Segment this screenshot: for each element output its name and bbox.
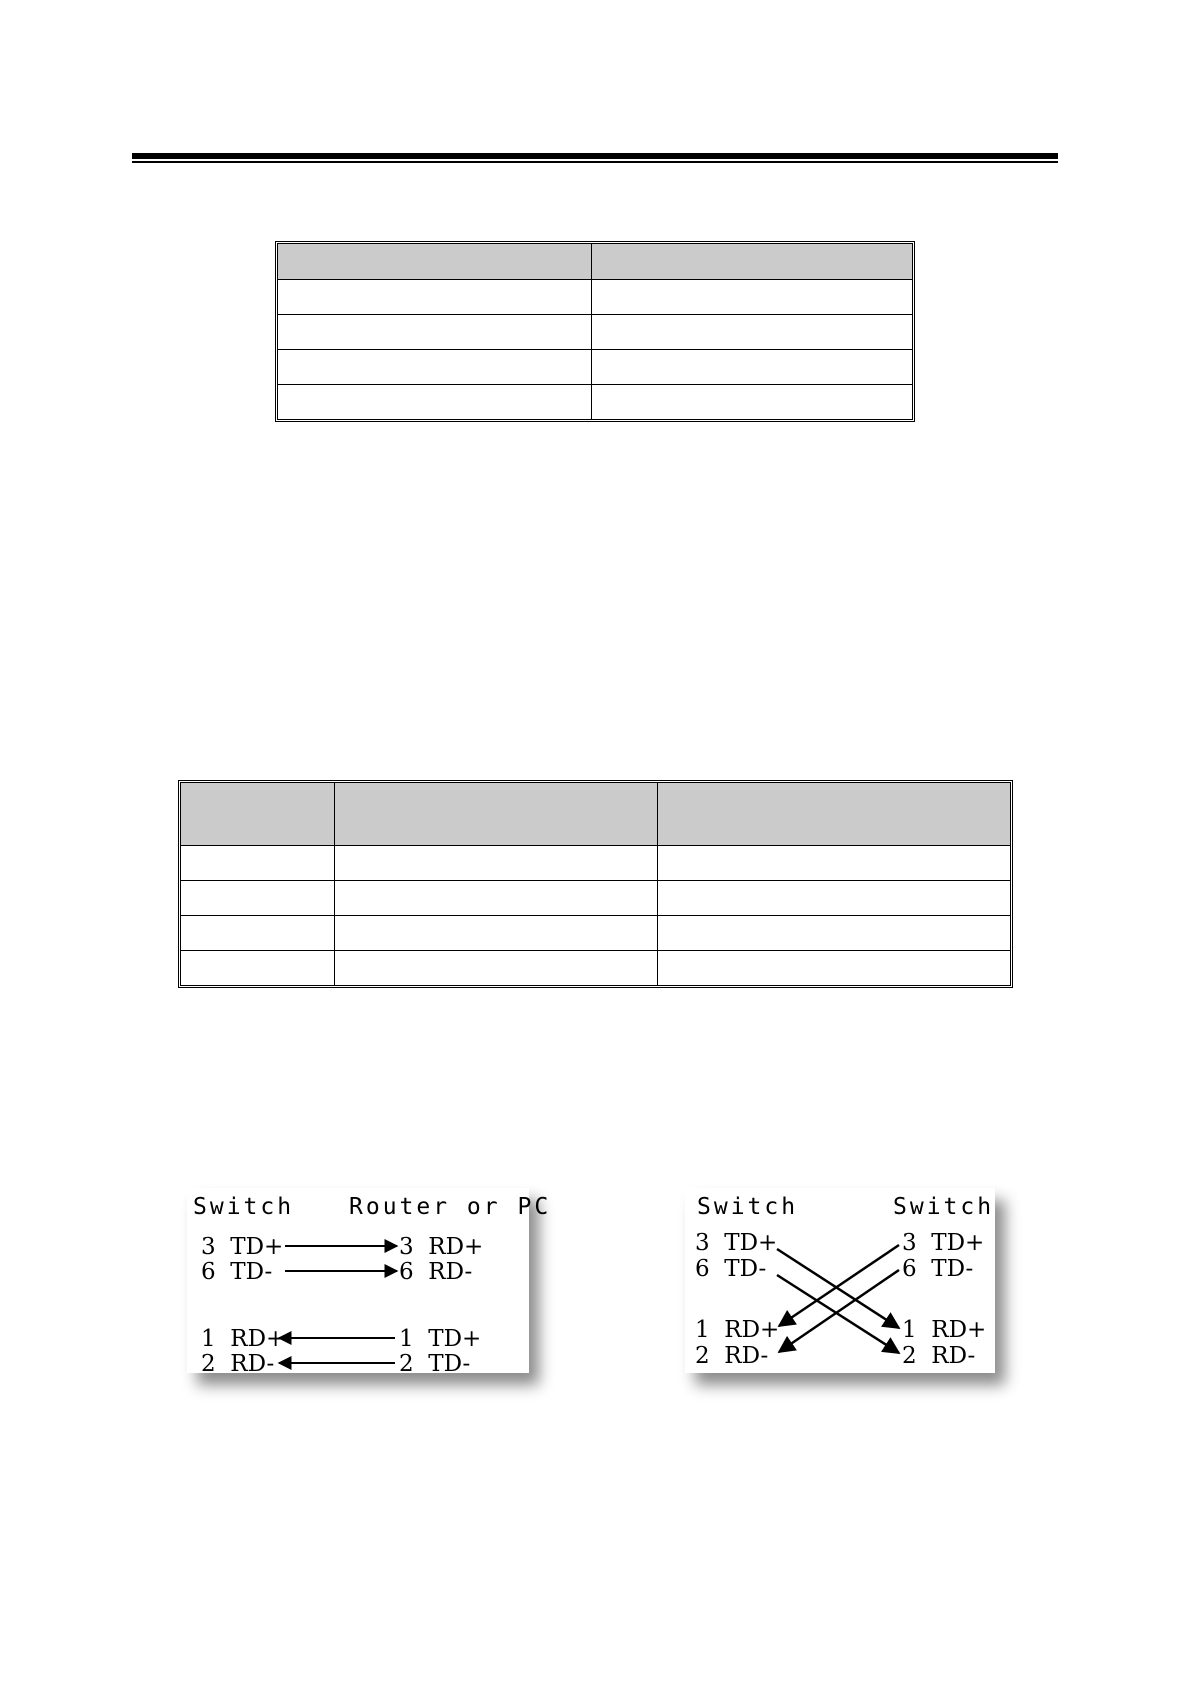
table-row [181,881,1010,916]
straight-cable-svg [187,1188,552,1377]
table-cell [278,280,592,315]
pin-label: 3 RD+ [399,1234,484,1260]
table-row [181,846,1010,881]
left-device-title: Switch [697,1194,799,1220]
pin-label: 6 TD- [201,1259,273,1285]
table-cell [335,846,658,881]
table-cell [592,350,912,385]
pin-label: 2 RD- [201,1351,275,1377]
pin-label: 6 TD- [902,1256,974,1282]
pin-label: 2 RD- [695,1343,769,1369]
table-row [278,385,912,419]
table-cell [278,385,592,419]
header-rule-thick [132,153,1058,159]
table-2 [178,780,1013,988]
table-cell [658,951,1010,985]
table-row [278,315,912,350]
pin-label: 1 RD+ [201,1326,286,1352]
straight-cable-diagram [187,1188,552,1377]
table-row [278,280,912,315]
header-cell [592,244,912,280]
table-cell [335,881,658,916]
table-cell [181,951,335,985]
table-cell [592,385,912,419]
right-device-title: Switch [893,1194,995,1220]
table-cell [658,881,1010,916]
header-rule-thin [132,161,1058,163]
pin-label: 1 RD+ [902,1317,987,1343]
pin-label: 1 TD+ [399,1326,482,1352]
table-header-row [278,244,912,280]
table-row [278,350,912,385]
table-cell [658,916,1010,951]
table-cell [335,916,658,951]
header-cell [181,783,335,846]
pin-label: 6 RD- [399,1259,473,1285]
table-cell [181,881,335,916]
table-1 [275,241,915,422]
crossover-cable-svg [685,1188,995,1373]
cross-arrow [779,1270,899,1352]
table-cell [278,315,592,350]
table-cell [181,916,335,951]
header-cell [658,783,1010,846]
table-row [181,916,1010,951]
pin-label: 1 RD+ [695,1317,780,1343]
crossover-cable-diagram [685,1188,995,1373]
header-cell [278,244,592,280]
table-row [181,951,1010,985]
pin-label: 3 TD+ [695,1230,778,1256]
pin-label: 3 TD+ [902,1230,985,1256]
table-cell [592,315,912,350]
table-cell [592,280,912,315]
pin-label: 3 TD+ [201,1234,284,1260]
table-cell [278,350,592,385]
table-cell [658,846,1010,881]
table-cell [181,846,335,881]
table-cell [335,951,658,985]
left-device-title: Switch [193,1194,295,1220]
pin-label: 6 TD- [695,1256,767,1282]
table-header-row [181,783,1010,846]
right-device-title: Router or PC [349,1194,552,1220]
pin-label: 2 TD- [399,1351,471,1377]
header-cell [335,783,658,846]
pin-label: 2 RD- [902,1343,976,1369]
